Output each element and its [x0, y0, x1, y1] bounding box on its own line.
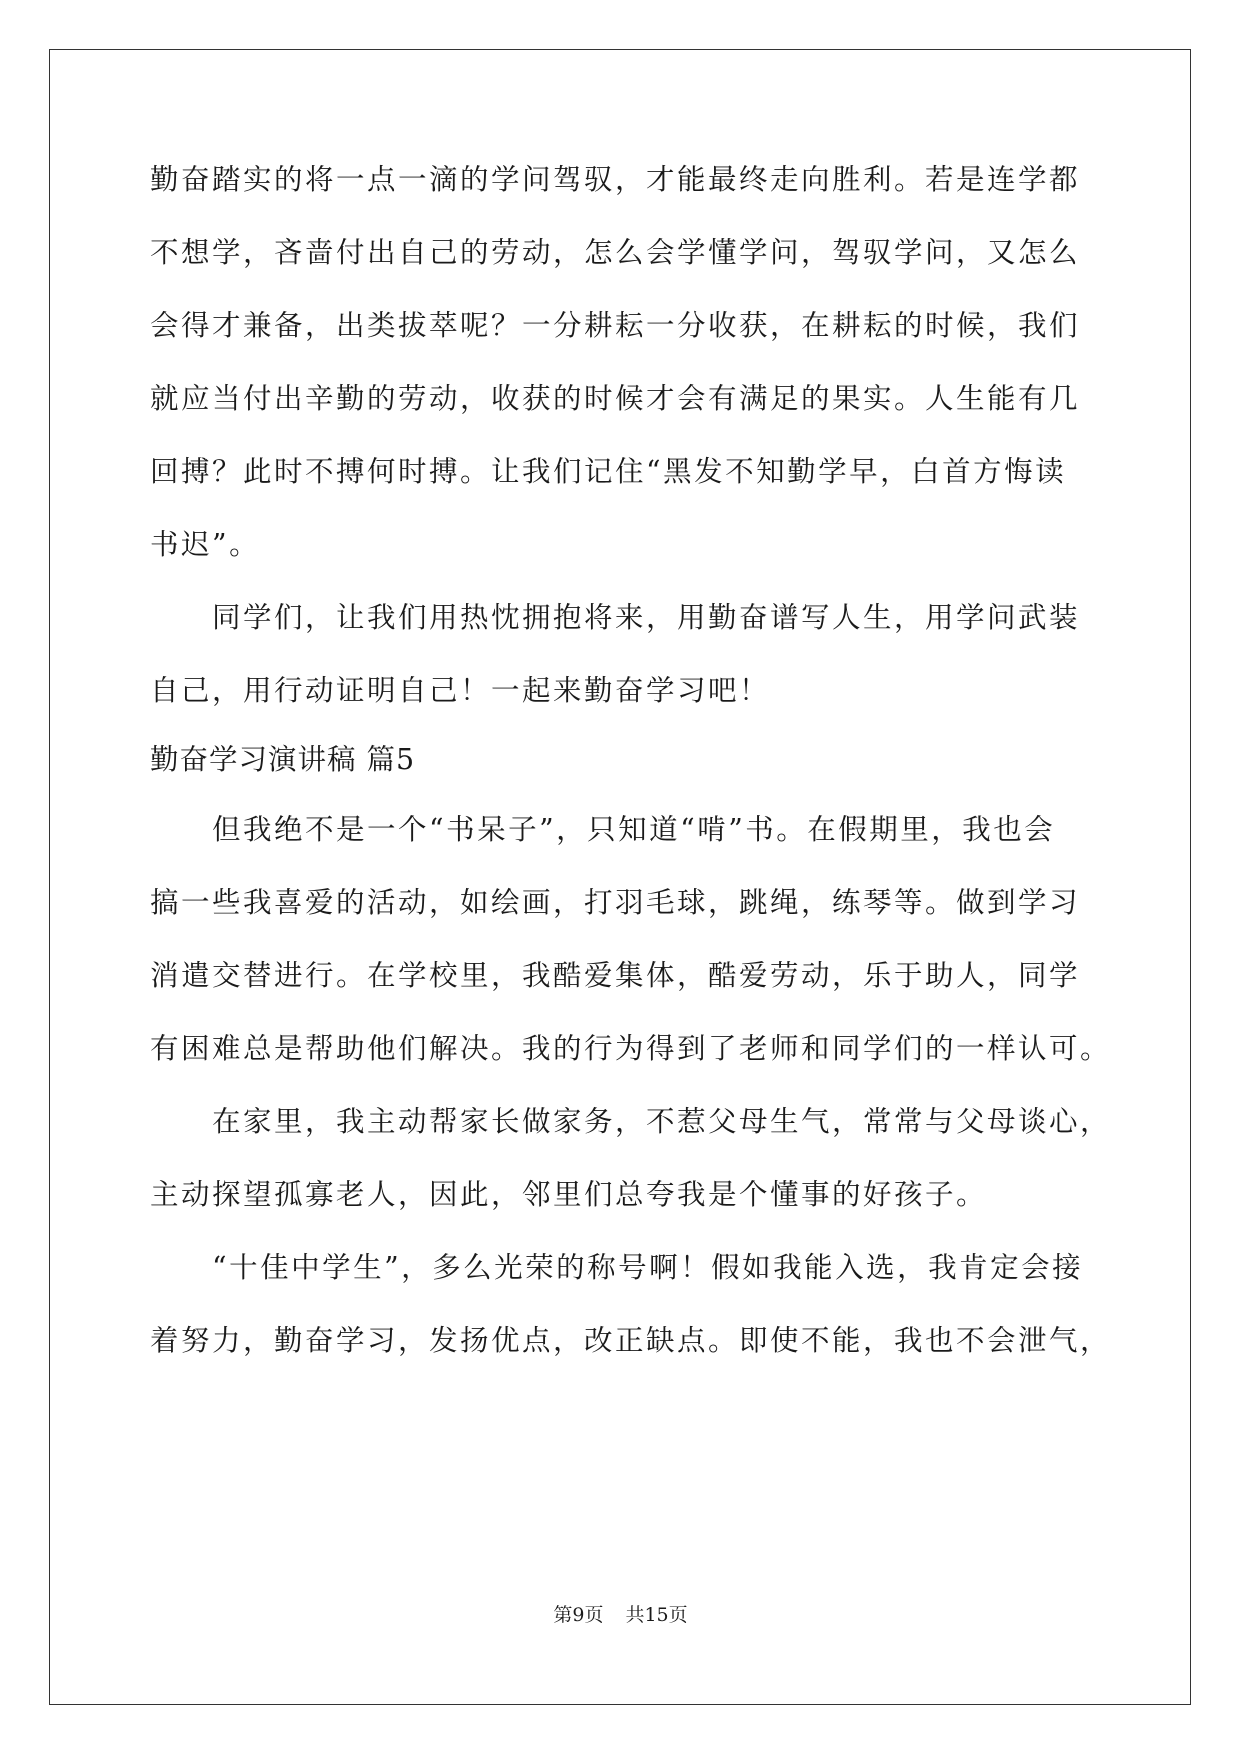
page-footer — [0, 1603, 1241, 1627]
text-line: 回搏？此时不搏何时搏。让我们记住“黑发不知勤学早，白首方悔读 — [150, 455, 1067, 488]
text-line: 但我绝不是一个“书呆子”，只知道“啃”书。在假期里，我也会 — [150, 813, 1056, 846]
text-line: 在家里，我主动帮家长做家务，不惹父母生气，常常与父母谈心， — [150, 1105, 1112, 1138]
text-line: 勤奋踏实的将一点一滴的学问驾驭，才能最终走向胜利。若是连学都 — [150, 163, 1081, 196]
page-total: 共15页 — [625, 1604, 688, 1626]
text-line: 搞一些我喜爱的活动，如绘画，打羽毛球，跳绳，练琴等。做到学习 — [150, 886, 1081, 919]
section-heading: 勤奋学习演讲稿 篇5 — [150, 743, 416, 776]
page-number: 第9页 — [553, 1604, 604, 1626]
text-line: 有困难总是帮助他们解决。我的行为得到了老师和同学们的一样认可。 — [150, 1032, 1112, 1065]
text-line: 就应当付出辛勤的劳动，收获的时候才会有满足的果实。人生能有几 — [150, 382, 1081, 415]
text-line: “十佳中学生”，多么光荣的称号啊！假如我能入选，我肯定会接 — [150, 1251, 1084, 1284]
text-line: 同学们，让我们用热忱拥抱将来，用勤奋谱写人生，用学问武装 — [150, 601, 1081, 634]
text-line: 主动探望孤寡老人，因此，邻里们总夸我是个懂事的好孩子。 — [150, 1178, 988, 1211]
text-line: 书迟”。 — [150, 528, 261, 561]
page-border — [49, 49, 1191, 1705]
text-line: 着努力，勤奋学习，发扬优点，改正缺点。即使不能，我也不会泄气， — [150, 1324, 1112, 1357]
text-line: 消遣交替进行。在学校里，我酷爱集体，酷爱劳动，乐于助人，同学 — [150, 959, 1081, 992]
text-line: 不想学，吝啬付出自己的劳动，怎么会学懂学问，驾驭学问，又怎么 — [150, 236, 1081, 269]
text-line: 会得才兼备，出类拔萃呢？一分耕耘一分收获，在耕耘的时候，我们 — [150, 309, 1081, 342]
text-line: 自己，用行动证明自己！一起来勤奋学习吧！ — [150, 674, 771, 707]
